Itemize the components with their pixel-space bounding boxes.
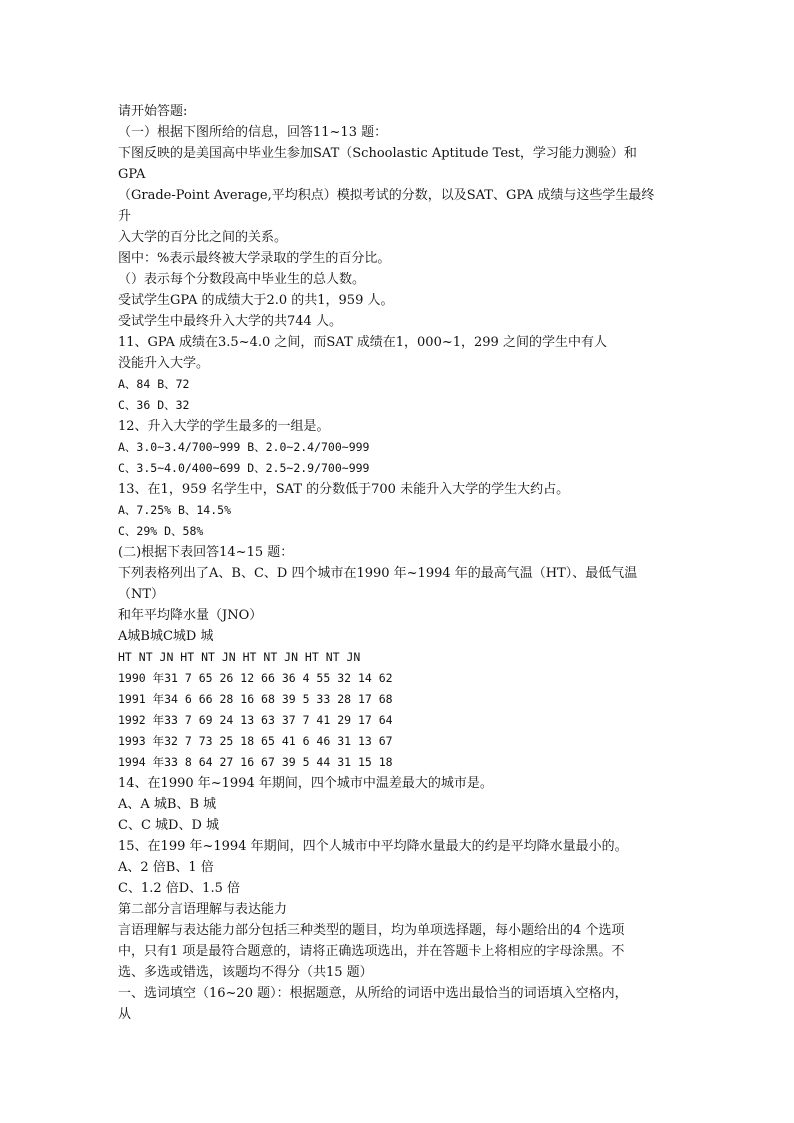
text-line: 1994 年33 8 64 27 16 67 39 5 44 31 15 18	[118, 755, 393, 769]
text-line: 升	[118, 209, 132, 224]
text-line: 14、在1990 年~1994 年期间，四个城市中温差最大的城市是。	[118, 776, 493, 791]
text-line: 12、升入大学的学生最多的一组是。	[118, 419, 330, 434]
text-line: C、36 D、32	[118, 398, 190, 412]
document-body	[118, 101, 678, 1025]
text-line: 1993 年32 7 73 25 18 65 41 6 46 31 13 67	[118, 734, 393, 748]
text-line: 1991 年34 6 66 28 16 68 39 5 33 28 17 68	[118, 692, 393, 706]
text-line: 下图反映的是美国高中毕业生参加SAT（Schoolastic Aptitude Test，学习能力测验）和	[118, 146, 637, 161]
text-line: 中，只有1 项是最符合题意的，请将正确选项选出，并在答题卡上将相应的字母涂黑。不	[118, 944, 625, 959]
text-line: 第二部分言语理解与表达能力	[118, 902, 288, 917]
text-line: A、3.0~3.4/700~999 B、2.0~2.4/700~999	[118, 440, 370, 454]
text-line: 和年平均降水量（JNO）	[118, 608, 263, 623]
text-line: C、C 城D、D 城	[118, 818, 220, 833]
text-line: C、29% D、58%	[118, 524, 204, 538]
text-line: 受试学生GPA 的成绩大于2.0 的共1，959 人。	[118, 293, 394, 308]
text-line: （Grade-Point Average,平均积点）模拟考试的分数，以及SAT、GPA 成绩与这些学生最终	[118, 188, 655, 203]
text-line: 图中：%表示最终被大学录取的学生的百分比。	[118, 251, 391, 266]
text-line: 入大学的百分比之间的关系。	[118, 230, 288, 245]
text-line: A、A 城B、B 城	[118, 797, 217, 812]
text-line: HT NT JN HT NT JN HT NT JN HT NT JN	[118, 650, 361, 664]
text-line: A、7.25% B、14.5%	[118, 503, 232, 517]
text-line: A城B城C城D 城	[118, 629, 214, 644]
text-line: C、1.2 倍D、1.5 倍	[118, 881, 240, 896]
text-line: 请开始答题:	[118, 104, 188, 119]
text-line: 11、GPA 成绩在3.5~4.0 之间，而SAT 成绩在1，000~1，299 之间的学生中有人	[118, 335, 607, 350]
text-line: （NT）	[118, 587, 165, 602]
text-line: (二)根据下表回答14~15 题：	[118, 545, 294, 560]
text-line: 1992 年33 7 69 24 13 63 37 7 41 29 17 64	[118, 713, 393, 727]
text-line: A、2 倍B、1 倍	[118, 860, 214, 875]
text-line: （）表示每个分数段高中毕业生的总人数。	[118, 272, 366, 287]
text-line: 从	[118, 1007, 132, 1022]
text-line: （一）根据下图所给的信息，回答11~13 题：	[118, 125, 388, 140]
text-line: GPA	[118, 167, 146, 182]
text-line: A、84 B、72	[118, 377, 190, 391]
text-line: 选、多选或错选，该题均不得分（共15 题）	[118, 965, 373, 980]
text-line: 1990 年31 7 65 26 12 66 36 4 55 32 14 62	[118, 671, 393, 685]
text-line: 15、在199 年~1994 年期间，四个人城市中平均降水量最大的约是平均降水量最小的。	[118, 839, 628, 854]
text-line: 言语理解与表达能力部分包括三种类型的题目，均为单项选择题，每小题给出的4 个选项	[118, 923, 625, 938]
text-line: C、3.5~4.0/400~699 D、2.5~2.9/700~999	[118, 461, 370, 475]
text-line: 13、在1，959 名学生中，SAT 的分数低于700 未能升入大学的学生大约占。	[118, 482, 570, 497]
text-line: 受试学生中最终升入大学的共744 人。	[118, 314, 342, 329]
text-line: 一、选词填空（16~20 题）：根据题意，从所给的词语中选出最恰当的词语填入空格内，	[118, 986, 628, 1001]
text-line: 没能升入大学。	[118, 356, 210, 371]
text-line: 下列表格列出了A、B、C、D 四个城市在1990 年~1994 年的最高气温（HT）、最低气温	[118, 566, 638, 581]
